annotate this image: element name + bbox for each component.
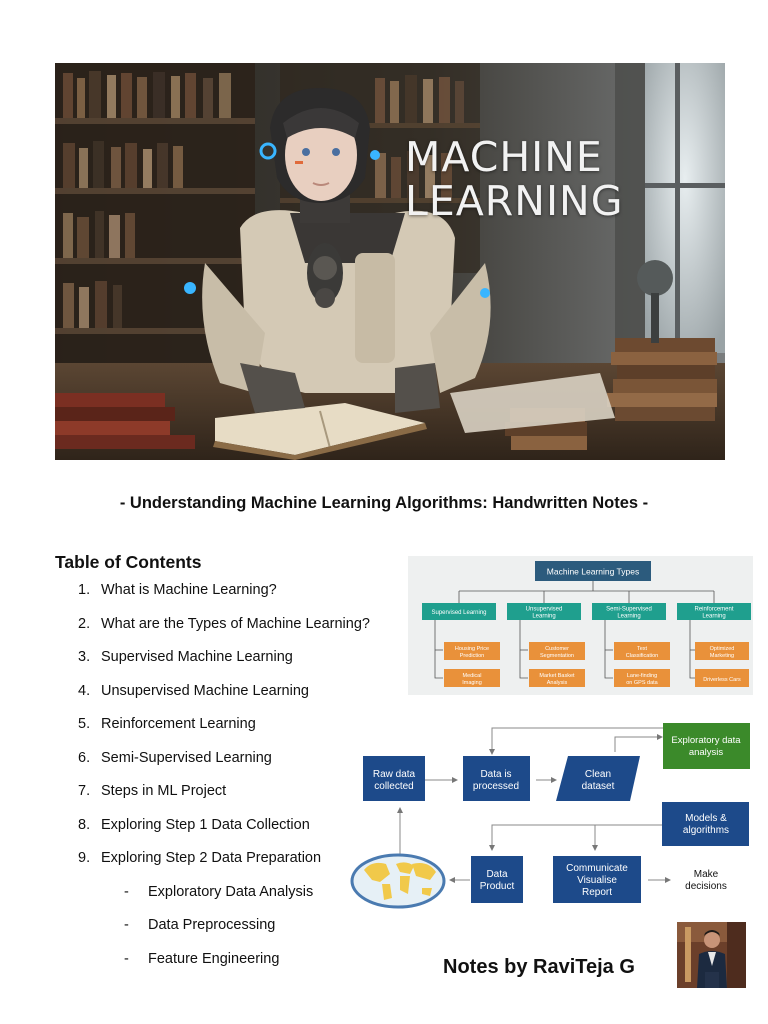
leaf-label: Segmentation (540, 653, 574, 659)
toc-subitem[interactable] (78, 884, 313, 900)
hero-title-line2: LEARNING (405, 177, 624, 225)
communicate-label: Communicate (566, 863, 628, 874)
models-label: algorithms (682, 825, 730, 836)
toc-item-number: 7. (78, 783, 91, 799)
communicate-label: Visualise (577, 875, 617, 886)
toc-subitem-label: Data Preprocessing (148, 917, 276, 933)
toc-item-label: What are the Types of Machine Learning? (101, 616, 370, 632)
leaf-label: Medical (462, 673, 482, 679)
branch-label: Learning (617, 613, 641, 620)
toc-item-label: Unsupervised Machine Learning (101, 683, 309, 699)
hero-image (55, 63, 725, 460)
toc-item[interactable] (78, 783, 226, 799)
branch-label: Semi-Supervised (606, 606, 652, 613)
models-label: Models & (685, 813, 727, 824)
world-map-icon (352, 855, 444, 907)
toc-item-label: Supervised Machine Learning (101, 649, 293, 665)
models-box (662, 802, 749, 846)
data-processed-label: processed (472, 781, 520, 792)
toc-item-number: 9. (78, 850, 91, 866)
toc-item[interactable] (78, 850, 321, 866)
branch-label: Reinforcement (694, 606, 734, 613)
author-credit: Notes by RaviTeja G (443, 956, 635, 978)
hero-title (405, 135, 624, 223)
leaf-label: Housing Price (454, 646, 490, 652)
toc-item-number: 8. (78, 817, 91, 833)
toc-subitem-dash: - (124, 951, 129, 967)
author-photo (677, 922, 746, 988)
toc-item[interactable] (78, 683, 309, 699)
toc-item-label: Steps in ML Project (101, 783, 227, 799)
decisions-label: Make (693, 869, 719, 880)
data-workflow-diagram (350, 722, 755, 912)
leaf-label: Prediction (459, 653, 485, 659)
toc-subitem-dash: - (124, 917, 129, 933)
document-subtitle: - Understanding Machine Learning Algorithms: Handwritten Notes - (119, 494, 649, 512)
communicate-label: Report (581, 887, 613, 898)
toc-item-number: 1. (78, 582, 91, 598)
raw-data-label: Raw data (372, 769, 416, 780)
toc-subitem-label: Exploratory Data Analysis (148, 884, 314, 900)
leaf-label: Market Basket (539, 673, 575, 679)
leaf-label: Analysis (546, 680, 568, 686)
data-product-label: Data (486, 869, 508, 880)
toc-item[interactable] (78, 750, 272, 766)
ml-branch-reinforcement (677, 603, 751, 687)
toc-item-number: 6. (78, 750, 91, 766)
toc-item-number: 2. (78, 616, 91, 632)
toc-item-number: 4. (78, 683, 91, 699)
toc-subitem[interactable] (78, 917, 275, 933)
leaf-label: Optimized (709, 646, 735, 652)
decisions-label: decisions (685, 881, 727, 892)
toc-item-label: Semi-Supervised Learning (101, 750, 272, 766)
data-product-label: Product (479, 881, 515, 892)
eda-box (663, 723, 750, 769)
raw-data-label: collected (374, 781, 414, 792)
toc-item[interactable] (78, 649, 293, 665)
leaf-label: Lane-finding (626, 673, 658, 679)
branch-label: Learning (702, 613, 726, 620)
ml-types-diagram (408, 556, 753, 695)
leaf-label: Driverless Cars (703, 677, 741, 683)
ml-types-root-label: Machine Learning Types (546, 566, 640, 577)
leaf-label: Customer (545, 646, 569, 652)
toc-item[interactable] (78, 616, 370, 632)
leaf-label: Imaging (462, 680, 482, 686)
ml-branch-semi-supervised (592, 603, 670, 687)
ml-branch-unsupervised (507, 603, 585, 687)
toc-item-number: 3. (78, 649, 91, 665)
robot-library-illustration (55, 63, 725, 460)
toc-item-number: 5. (78, 716, 91, 732)
hero-title-line1: MACHINE (405, 133, 603, 181)
leaf-label: Classification (625, 653, 659, 659)
toc-item-label: Exploring Step 1 Data Collection (101, 817, 310, 833)
toc-item[interactable] (78, 716, 256, 732)
ml-branch-supervised (422, 603, 500, 687)
toc-heading: Table of Contents (55, 552, 202, 572)
leaf-label: on GPS data (626, 680, 658, 686)
eda-label: analysis (688, 747, 724, 758)
branch-label: Unsupervised (525, 606, 563, 613)
clean-dataset-label: dataset (581, 781, 615, 792)
eda-label: Exploratory data (671, 735, 741, 746)
data-processed-label: Data is (480, 769, 512, 780)
branch-label: Learning (532, 613, 556, 620)
leaf-label: Marketing (709, 653, 735, 659)
toc-subitem-dash: - (124, 884, 129, 900)
toc-item-label: What is Machine Learning? (101, 582, 277, 598)
toc-subitem-label: Feature Engineering (148, 951, 280, 967)
leaf-label: Text (636, 646, 648, 652)
branch-label: Supervised Learning (431, 610, 487, 616)
toc-item[interactable] (78, 582, 277, 598)
toc-subitem[interactable] (78, 951, 279, 967)
toc-item-label: Exploring Step 2 Data Preparation (101, 850, 322, 866)
toc-item-label: Reinforcement Learning (101, 716, 256, 732)
clean-dataset-label: Clean (584, 769, 612, 780)
toc-item[interactable] (78, 817, 310, 833)
